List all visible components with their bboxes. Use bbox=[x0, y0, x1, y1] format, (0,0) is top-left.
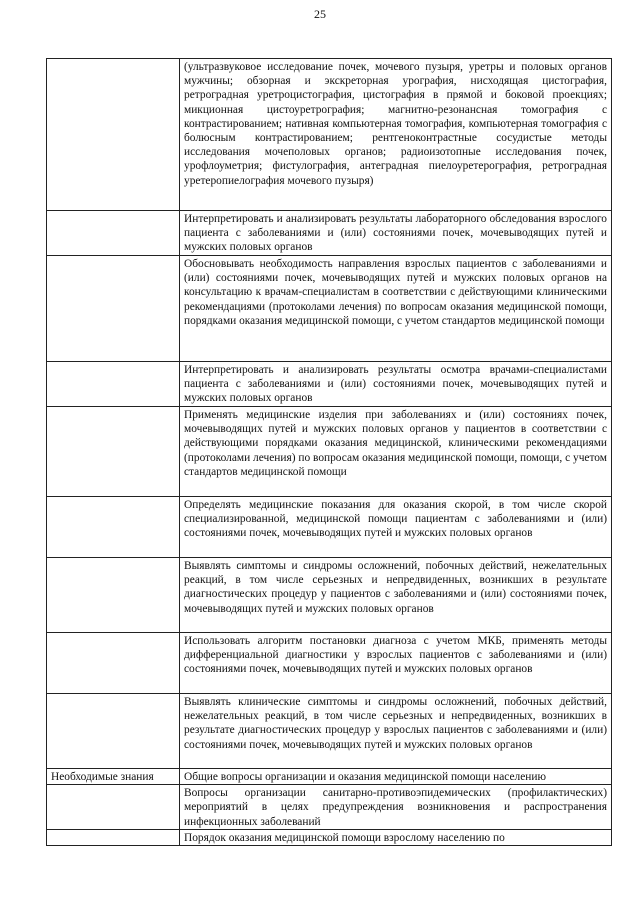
section-label-cell bbox=[47, 633, 180, 694]
section-label-cell bbox=[47, 830, 180, 846]
table-row bbox=[47, 362, 612, 407]
table-row bbox=[47, 769, 612, 785]
section-label-cell bbox=[47, 694, 180, 769]
requirement-cell: Применять медицинские изделия при заболеваниях и (или) состояниях почек, мочевыводящих путей и мужских половых органов у пациентов в соответствии с действующими порядками оказания медицинской, клиническими рекомендациями (протоколами лечения) по вопросам оказания медицинской помощи, помощи, с учетом стандартов медицинской помощи bbox=[180, 407, 612, 497]
requirement-cell: Обосновывать необходимость направления взрослых пациентов с заболеваниями и (или) состояниями почек, мочевыводящих путей и мужских половых органов на консультацию к врачам-специалистам в соответствии с действующими клиническими рекомендациями (протоколами лечения) по вопросам оказания медицинской помощи, порядками оказания медицинской помощи, с учетом стандартов медицинской помощи bbox=[180, 256, 612, 362]
requirement-cell: Интерпретировать и анализировать результаты осмотра врачами-специалистами пациента с заболеваниями и (или) состояниями почек, мочевыводящих путей и мужских половых органов bbox=[180, 362, 612, 407]
requirement-cell: Выявлять клинические симптомы и синдромы осложнений, побочных действий, нежелательных реакций, в том числе серьезных и непредвиденных, возникших в результате диагностических процедур у взрослых пациентов с заболеваниями и (или) состояниями почек, мочевыводящих путей и мужских половых органов bbox=[180, 694, 612, 769]
section-label-cell bbox=[47, 497, 180, 558]
table-row bbox=[47, 558, 612, 633]
requirement-cell: Выявлять симптомы и синдромы осложнений, побочных действий, нежелательных реакций, в том числе серьезных и непредвиденных, возникших в результате диагностических процедур у пациентов с заболеваниями и (или) состояниями почек, мочевыводящих путей и мужских половых органов bbox=[180, 558, 612, 633]
table-row bbox=[47, 694, 612, 769]
requirement-cell: (ультразвуковое исследование почек, мочевого пузыря, уретры и половых органов мужчины; обзорная и экскреторная урография, нисходящая цистография, ретроградная уретроцистография, цистография в прямой и боковой проекциях; микционная цистоуретрография; магнитно-резонансная томография с контрастированием; нативная компьютерная томография, компьютерная томография с болюсным контрастированием; рентгеноконтрастные сосудистые методы исследования мочеполовых органов; радиоизотопные исследования почек, урофлоуметрия; фистулография, антеградная пиелоуретерография, ретроградная уретеропиелография мочевого пузыря) bbox=[180, 59, 612, 211]
section-label-cell bbox=[47, 785, 180, 830]
page-number: 25 bbox=[314, 7, 326, 21]
table-row bbox=[47, 256, 612, 362]
requirement-cell: Интерпретировать и анализировать результаты лабораторного обследования взрослого пациента с заболеваниями и (или) состояниями почек, мочевыводящих путей и мужских половых органов bbox=[180, 211, 612, 256]
table-row bbox=[47, 497, 612, 558]
section-label-cell bbox=[47, 211, 180, 256]
table-row bbox=[47, 407, 612, 497]
section-label-cell bbox=[47, 256, 180, 362]
section-label-cell bbox=[47, 362, 180, 407]
table-row bbox=[47, 785, 612, 830]
section-label-cell bbox=[47, 59, 180, 211]
requirement-cell: Общие вопросы организации и оказания медицинской помощи населению bbox=[180, 769, 612, 785]
requirement-cell: Определять медицинские показания для оказания скорой, в том числе скорой специализированной, медицинской помощи пациентам с заболеваниями и (или) состояниями почек, мочевыводящих путей и мужских половых органов bbox=[180, 497, 612, 558]
table-row bbox=[47, 211, 612, 256]
requirement-cell: Использовать алгоритм постановки диагноза с учетом МКБ, применять методы дифференциальной диагностики у взрослых пациентов с заболеваниями и (или) состояниями почек, мочевыводящих путей и мужских половых органов bbox=[180, 633, 612, 694]
section-label-cell bbox=[47, 558, 180, 633]
requirement-cell: Порядок оказания медицинской помощи взрослому населению по bbox=[180, 830, 612, 846]
table-row bbox=[47, 830, 612, 846]
table-row bbox=[47, 633, 612, 694]
requirements-table bbox=[46, 58, 612, 846]
section-label-cell: Необходимые знания bbox=[47, 769, 180, 785]
table-row bbox=[47, 59, 612, 211]
requirement-cell: Вопросы организации санитарно-противоэпидемических (профилактических) мероприятий в целях предупреждения возникновения и распространения инфекционных заболеваний bbox=[180, 785, 612, 830]
section-label-cell bbox=[47, 407, 180, 497]
